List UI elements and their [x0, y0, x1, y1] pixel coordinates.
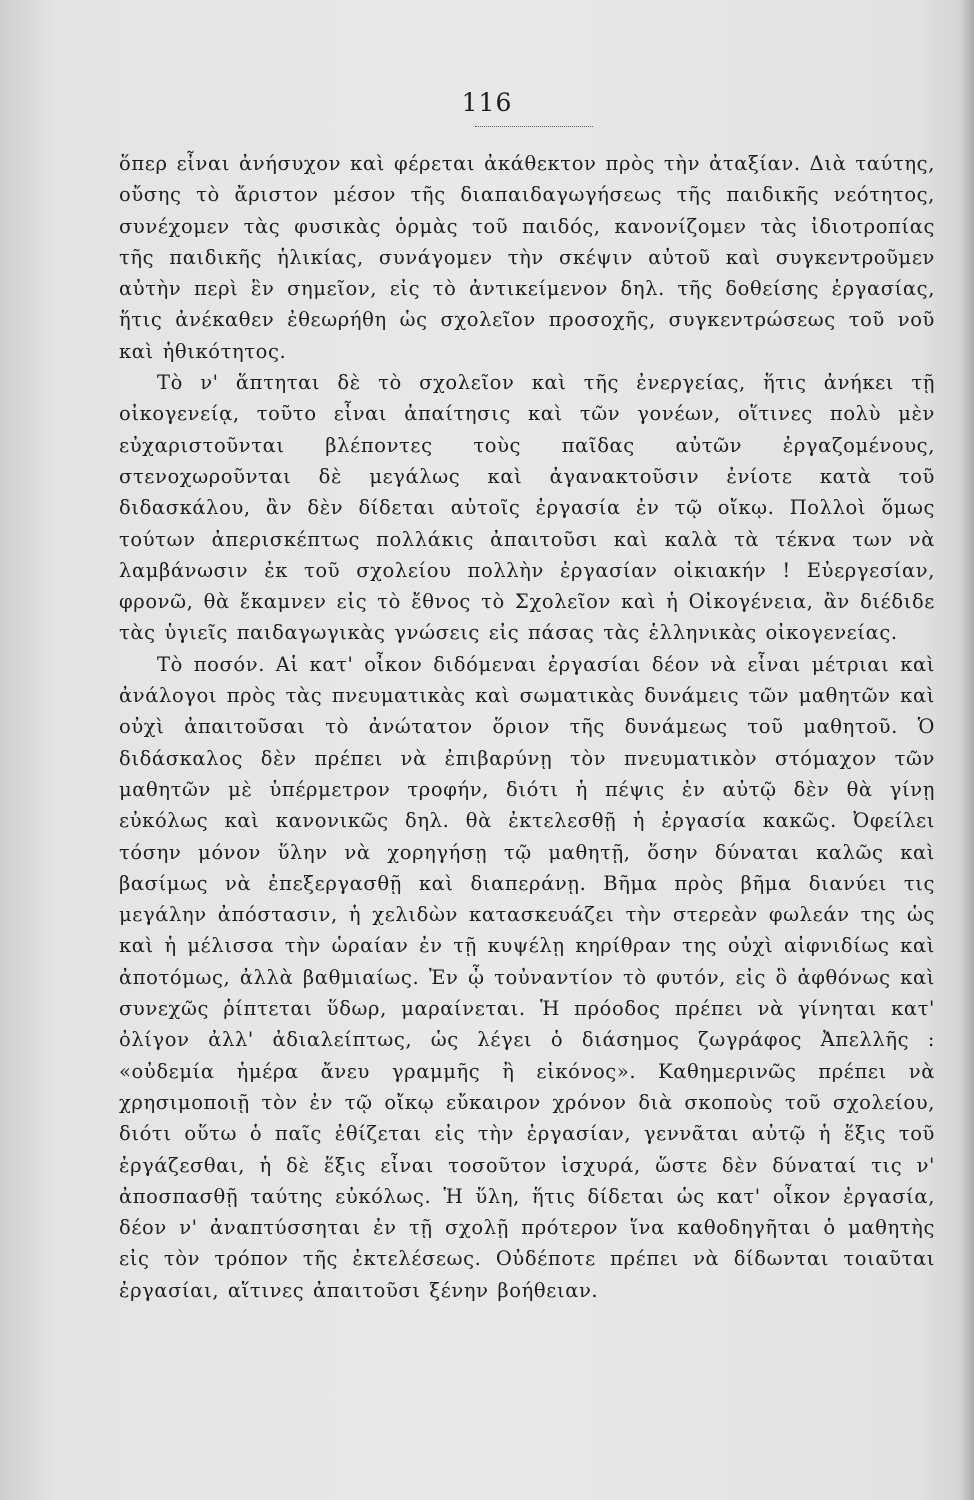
paragraph-1: ὅπερ εἶναι ἀνήσυχον καὶ φέρεται ἀκάθεκτον πρὸς τὴν ἀταξίαν. Διὰ ταύτης, οὔσης τὸ ἄριστον μέσον τῆς διαπαιδαγωγήσεως τῆς παιδικῆς νεότητος, συνέχομεν τὰς φυσικὰς ὁρμὰς τοῦ παιδός, κανονίζομεν τὰς ἰδιοτροπίας τῆς παιδικῆς ἡλικίας, συνάγομεν τὴν σκέψιν αὐτοῦ καὶ συγκεντροῦμεν αὐτὴν περὶ ἓν σημεῖον, εἰς τὸ ἀντικείμενον δηλ. τῆς δοθείσης ἐργασίας, ἥτις ἀνέκαθεν ἐθεωρήθη ὡς σχολεῖον προσοχῆς, συγκεντρώσεως τοῦ νοῦ καὶ ἠθικότητος. — [119, 152, 935, 363]
page-number: 116 — [461, 88, 513, 117]
page-edge-shadow — [960, 0, 974, 1500]
header-rule — [475, 126, 593, 127]
paragraph-3: Τὸ ποσόν. Αἱ κατ' οἶκον διδόμεναι ἐργασίαι δέον νὰ εἶναι μέτριαι καὶ ἀνάλογοι πρὸς τὰς πνευματικὰς καὶ σωματικὰς δυνάμεις τῶν μαθητῶν καὶ οὐχὶ ἀπαιτοῦσαι τὸ ἀνώτατον ὅριον τῆς δυνάμεως τοῦ μαθητοῦ. Ὁ διδάσκαλος δὲν πρέπει νὰ ἐπιβαρύνῃ τὸν πνευματικὸν στόμαχον τῶν μαθητῶν μὲ ὑπέρμετρον τροφήν, διότι ἡ πέψις ἐν αὐτῷ δὲν θὰ γίνῃ εὐκόλως καὶ κανονικῶς δηλ. θὰ ἐκτελεσθῇ ἡ ἐργασία κακῶς. Ὀφείλει τόσην μόνον ὕλην νὰ χορηγήσῃ τῷ μαθητῇ, ὅσην δύναται καλῶς καὶ βασίμως νὰ ἐπεξεργασθῇ καὶ διαπεράνῃ. Βῆμα πρὸς βῆμα διανύει τις μεγάλην ἀπόστασιν, ἡ χελιδὼν κατασκευάζει τὴν στερεὰν φωλεάν της ὡς καὶ ἡ μέλισσα τὴν ὡραίαν ἐν τῇ κυψέλῃ κηρίθραν της οὐχὶ αἰφνιδίως καὶ ἀποτόμως, ἀλλὰ βαθμιαίως. Ἐν ᾧ τοὐναντίον τὸ φυτόν, εἰς ὃ ἀφθόνως καὶ συνεχῶς ῥίπτεται ὕδωρ, μαραίνεται. Ἡ πρόοδος πρέπει νὰ γίνηται κατ' ὀλίγον ἀλλ' ἀδιαλείπτως, ὡς λέγει ὁ διάσημος ζωγράφος Ἀπελλῆς : «οὐδεμία ἡμέρα ἄνευ γραμμῆς ἢ εἰκόνος». Καθημερινῶς πρέπει νὰ χρησιμοποιῇ τὸν ἐν τῷ οἴκῳ εὔκαιρον χρόνον διὰ σκοποὺς τοῦ σχολείου, διότι οὕτω ὁ παῖς ἐθίζεται εἰς τὴν ἐργασίαν, γεννᾶται αὐτῷ ἡ ἕξις τοῦ ἐργάζεσθαι, ἡ δὲ ἕξις εἶναι τοσοῦτον ἰσχυρά, ὥστε δὲν δύναταί τις ν' ἀποσπασθῇ ταύτης εὐκόλως. Ἡ ὕλη, ἥτις δίδεται ὡς κατ' οἶκον ἐργασία, δέον ν' ἀναπτύσσηται ἐν τῇ σχολῇ πρότερον ἵνα καθοδηγῆται ὁ μαθητὴς εἰς τὸν τρόπον τῆς ἐκτελέσεως. Οὐδέποτε πρέπει νὰ δίδωνται τοιαῦται ἐργασίαι, αἵτινες ἀπαιτοῦσι ξένην βοήθειαν. — [119, 652, 935, 1302]
paragraph-2: Τὸ ν' ἅπτηται δὲ τὸ σχολεῖον καὶ τῆς ἐνεργείας, ἥτις ἀνήκει τῇ οἰκογενείᾳ, τοῦτο εἶναι ἀπαίτησις καὶ τῶν γονέων, οἵτινες πολὺ μὲν εὐχαριστοῦνται βλέποντες τοὺς παῖδας αὐτῶν ἐργαζομένους, στενοχωροῦνται δὲ μεγάλως καὶ ἀγανακτοῦσιν ἐνίοτε κατὰ τοῦ διδασκάλου, ἂν δὲν δίδεται αὐτοῖς ἐργασία ἐν τῷ οἴκῳ. Πολλοὶ ὅμως τούτων ἀπερισκέπτως πολλάκις ἀπαιτοῦσι καὶ καλὰ τὰ τέκνα των νὰ λαμβάνωσιν ἐκ τοῦ σχολείου πολλὴν ἐργασίαν οἰκιακήν ! Εὐεργεσίαν, φρονῶ, θὰ ἔκαμνεν εἰς τὸ ἔθνος τὸ Σχολεῖον καὶ ἡ Οἰκογένεια, ἂν διέδιδε τὰς ὑγιεῖς παιδαγωγικὰς γνώσεις εἰς πάσας τὰς ἑλληνικὰς οἰκογενείας. — [119, 371, 935, 645]
page-header — [0, 88, 974, 117]
body-text — [119, 148, 935, 1306]
